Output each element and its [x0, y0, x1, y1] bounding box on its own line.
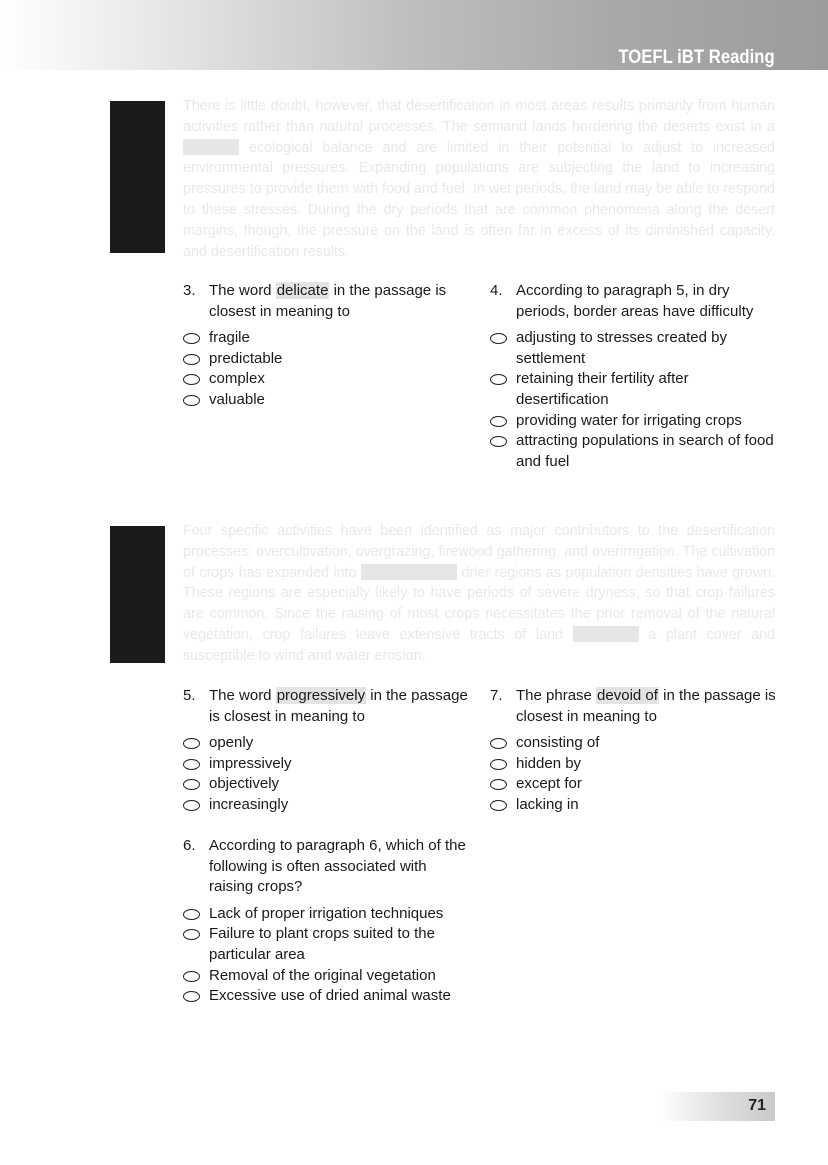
answer-option[interactable] [183, 390, 473, 411]
radio-oval-icon[interactable] [490, 416, 507, 427]
answer-option-label: Lack of proper irrigation techniques [209, 904, 444, 922]
answer-options [183, 904, 473, 1007]
highlighted-word: devoid of [597, 687, 658, 704]
answer-option-label: impressively [209, 754, 292, 772]
paragraph-marker [110, 526, 165, 663]
highlighted-word: delicate [276, 282, 329, 299]
answer-options [490, 733, 780, 815]
answer-option-label: hidden by [516, 754, 582, 772]
question-text-pre: According to paragraph 5, in dry periods, border areas have difficulty [516, 282, 754, 320]
answer-option-label: providing water for irrigating crops [516, 411, 742, 429]
passage-text: There is little doubt, however, that desertification in most areas results primarily from human activities rather than natural processes. The semiarid lands bordering the deserts exist in a [183, 98, 775, 135]
question-text-pre: According to paragraph 6, which of the following is often associated with raising crops? [209, 837, 466, 896]
radio-oval-icon[interactable] [183, 779, 200, 790]
question-stem [183, 686, 473, 727]
passage-paragraph-6 [183, 521, 775, 667]
page-header [0, 0, 828, 70]
question-text-pre: The word [209, 687, 276, 704]
radio-oval-icon[interactable] [183, 929, 200, 940]
passage-text: a plant cover and susceptible to wind and water erosion. [183, 626, 775, 664]
radio-oval-icon[interactable] [490, 374, 507, 385]
answer-option[interactable] [183, 966, 473, 987]
answer-options [183, 733, 473, 815]
radio-oval-icon[interactable] [490, 436, 507, 447]
radio-oval-icon[interactable] [183, 759, 200, 770]
question-text [516, 281, 780, 322]
answer-option-label: openly [209, 734, 254, 752]
question-stem [183, 281, 473, 322]
answer-options [183, 328, 473, 410]
answer-option-label: consisting of [516, 734, 600, 752]
question-text-pre: The word [209, 282, 276, 299]
answer-option[interactable] [490, 774, 780, 795]
radio-oval-icon[interactable] [490, 800, 507, 811]
answer-option-label: lacking in [516, 795, 579, 813]
radio-oval-icon[interactable] [490, 759, 507, 770]
answer-option-label: complex [209, 370, 265, 388]
answer-option-label: Failure to plant crops suited to the particular area [209, 925, 435, 963]
passage-text: drier regions as population densities have grown. These regions are especially likely to have periods of severe dryness, so that crop failures are common. Since the raising of most crops necessitates the prior removal of the natural vegetation, crop failures leave extensive tracts of land [183, 564, 775, 643]
radio-oval-icon[interactable] [490, 738, 507, 749]
question-stem [490, 281, 780, 322]
radio-oval-icon[interactable] [183, 354, 200, 365]
question-3 [183, 281, 473, 411]
question-7 [490, 686, 780, 816]
answer-option[interactable] [490, 369, 780, 410]
passage-text: ecological balance and are limited in their potential to adjust to increased environmental pressures. Expanding populations are subjecting the land to increasing pressures to provide them with food and fuel. In wet periods, the land may be able to respond to these stresses. During the dry periods that are common phenomena along the desert margins, though, the pressure on the land is often far in excess of its diminished capacity, and desertification results. [183, 139, 775, 260]
question-text-post: in the passage is closest in meaning to [516, 687, 776, 725]
question-number: 7. [490, 687, 503, 704]
radio-oval-icon[interactable] [490, 779, 507, 790]
question-text-pre: The phrase [516, 687, 597, 704]
highlight-blank [183, 139, 239, 155]
page-number-bar [660, 1092, 775, 1121]
radio-oval-icon[interactable] [183, 991, 200, 1002]
question-4 [490, 281, 780, 472]
question-6 [183, 836, 473, 1007]
answer-options [490, 328, 780, 472]
radio-oval-icon[interactable] [183, 738, 200, 749]
question-number: 6. [183, 837, 196, 854]
answer-option-label: increasingly [209, 795, 289, 813]
page-number: 71 [748, 1097, 766, 1114]
answer-option-label: valuable [209, 390, 265, 408]
answer-option[interactable] [183, 774, 473, 795]
answer-option-label: predictable [209, 349, 283, 367]
answer-option-label: fragile [209, 329, 250, 347]
answer-option[interactable] [490, 754, 780, 775]
answer-option[interactable] [183, 795, 473, 816]
answer-option[interactable] [490, 733, 780, 754]
answer-option-label: Excessive use of dried animal waste [209, 987, 451, 1005]
answer-option[interactable] [183, 924, 473, 965]
highlight-blank [573, 626, 639, 642]
question-text [209, 281, 473, 322]
question-text-post: in the passage is closest in meaning to [209, 282, 447, 320]
answer-option-label: Removal of the original vegetation [209, 966, 436, 984]
radio-oval-icon[interactable] [183, 971, 200, 982]
answer-option[interactable] [490, 328, 780, 369]
answer-option[interactable] [183, 328, 473, 349]
question-text [516, 686, 780, 727]
question-5 [183, 686, 473, 816]
radio-oval-icon[interactable] [183, 333, 200, 344]
question-text-post: in the passage is closest in meaning to [209, 687, 468, 725]
header-title: TOEFL iBT Reading [618, 47, 775, 68]
question-stem [490, 686, 780, 727]
answer-option[interactable] [183, 754, 473, 775]
question-text [209, 686, 473, 727]
question-number: 3. [183, 282, 196, 299]
answer-option[interactable] [183, 369, 473, 390]
highlight-blank [361, 564, 457, 580]
question-text [209, 836, 473, 898]
answer-option-label: adjusting to stresses created by settlement [516, 329, 727, 367]
answer-option[interactable] [490, 795, 780, 816]
radio-oval-icon[interactable] [183, 395, 200, 406]
answer-option[interactable] [490, 411, 780, 432]
highlighted-word: progressively [276, 687, 366, 704]
paragraph-marker [110, 101, 165, 253]
passage-paragraph-5 [183, 96, 775, 262]
radio-oval-icon[interactable] [490, 333, 507, 344]
passage-text: Four specific activities have been identified as major contributors to the desertification processes: overcultivation, overgrazing, firewood gathering, and overirrigation. The cultivation of crops has expanded into [183, 523, 775, 581]
answer-option[interactable] [183, 986, 473, 1007]
radio-oval-icon[interactable] [183, 800, 200, 811]
answer-option[interactable] [490, 431, 780, 472]
answer-option-label: attracting populations in search of food and fuel [516, 432, 774, 470]
answer-option[interactable] [183, 349, 473, 370]
question-stem [183, 836, 473, 898]
answer-option[interactable] [183, 733, 473, 754]
question-number: 5. [183, 687, 196, 704]
answer-option-label: retaining their fertility after desertification [516, 370, 689, 408]
answer-option-label: except for [516, 775, 582, 793]
answer-option-label: objectively [209, 775, 280, 793]
question-number: 4. [490, 282, 503, 299]
answer-option[interactable] [183, 904, 473, 925]
radio-oval-icon[interactable] [183, 374, 200, 385]
radio-oval-icon[interactable] [183, 909, 200, 920]
